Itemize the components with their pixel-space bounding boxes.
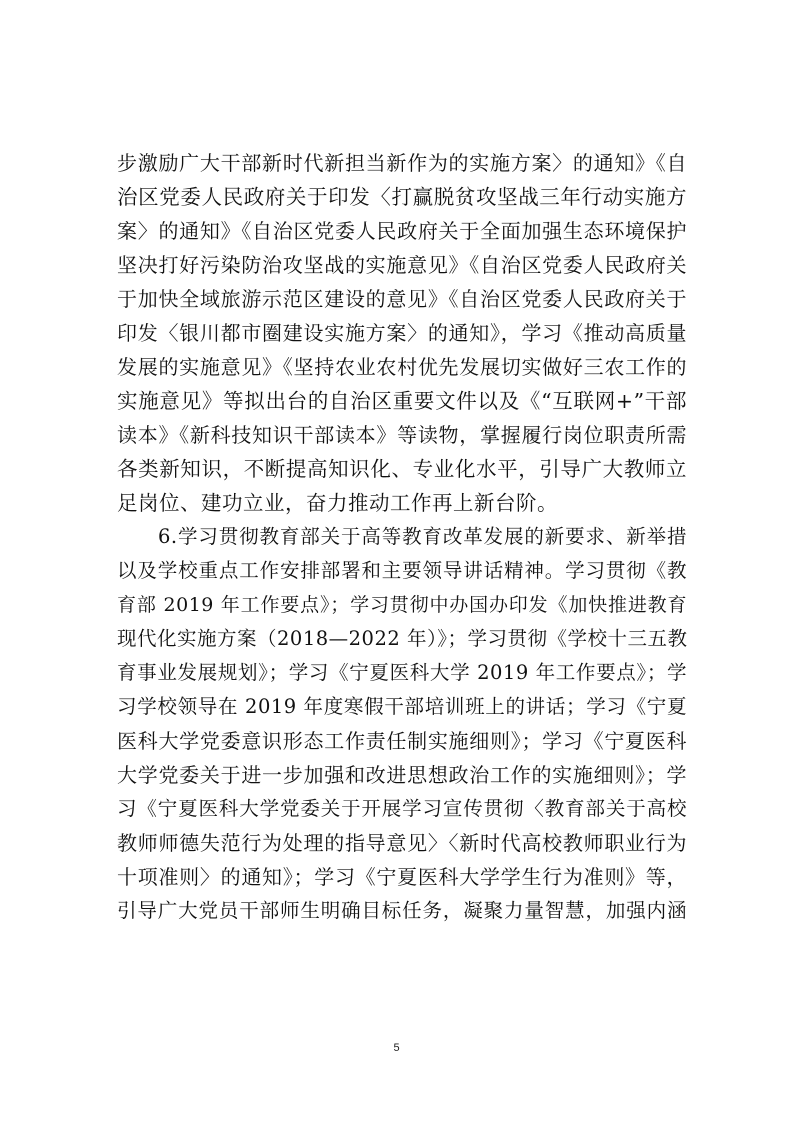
body-text <box>117 146 687 928</box>
text-line: 治区党委人民政府关于印发〈打赢脱贫攻坚战三年行动实施方 <box>117 185 687 209</box>
text-line: 读本》《新科技知识干部读本》等读物，掌握履行岗位职责所需 <box>117 423 687 447</box>
text-line: 案〉的通知》《自治区党委人民政府关于全面加强生态环境保护 <box>117 219 687 243</box>
text-line: 育事业发展规划》；学习《宁夏医科大学 2019 年工作要点》；学 <box>117 661 687 684</box>
text-line: 实施意见》等拟出台的自治区重要文件以及《“互联网+”干部 <box>117 389 687 413</box>
text-line: 印发〈银川都市圈建设实施方案〉的通知》，学习《推动高质量 <box>117 321 687 345</box>
text-line: 育部 2019 年工作要点》；学习贯彻中办国办印发《加快推进教育 <box>117 594 687 616</box>
text-line: 6.学习贯彻教育部关于高等教育改革发展的新要求、新举措 <box>158 525 687 548</box>
page-number: 5 <box>393 1042 400 1054</box>
text-line: 步激励广大干部新时代新担当新作为的实施方案〉的通知》《自 <box>117 151 687 175</box>
text-line: 大学党委关于进一步加强和改进思想政治工作的实施细则》；学 <box>117 763 687 787</box>
text-line: 习《宁夏医科大学党委关于开展学习宣传贯彻〈教育部关于高校 <box>117 797 687 820</box>
text-line: 教师师德失范行为处理的指导意见〉〈新时代高校教师职业行为 <box>117 831 687 855</box>
text-line: 各类新知识，不断提高知识化、专业化水平，引导广大教师立 <box>117 457 687 481</box>
text-line: 现代化实施方案（2018—2022 年）》；学习贯彻《学校十三五教 <box>117 627 688 650</box>
text-line: 以及学校重点工作安排部署和主要领导讲话精神。学习贯彻《教 <box>117 559 687 582</box>
text-line: 于加快全域旅游示范区建设的意见》《自治区党委人民政府关于 <box>117 287 687 311</box>
paragraph-item-6 <box>117 520 687 928</box>
text-line: 十项准则〉的通知》；学习《宁夏医科大学学生行为准则》等， <box>117 865 687 889</box>
text-line: 习学校领导在 2019 年度寒假干部培训班上的讲话；学习《宁夏 <box>117 695 687 718</box>
text-line: 引导广大党员干部师生明确目标任务，凝聚力量智慧，加强内涵 <box>117 899 687 922</box>
text-line: 发展的实施意见》《坚持农业农村优先发展切实做好三农工作的 <box>117 355 687 379</box>
text-line: 足岗位、建功立业，奋力推动工作再上新台阶。 <box>117 491 558 515</box>
text-line: 医科大学党委意识形态工作责任制实施细则》；学习《宁夏医科 <box>117 729 687 753</box>
paragraph-continued <box>117 146 687 520</box>
text-line: 坚决打好污染防治攻坚战的实施意见》《自治区党委人民政府关 <box>117 253 687 277</box>
